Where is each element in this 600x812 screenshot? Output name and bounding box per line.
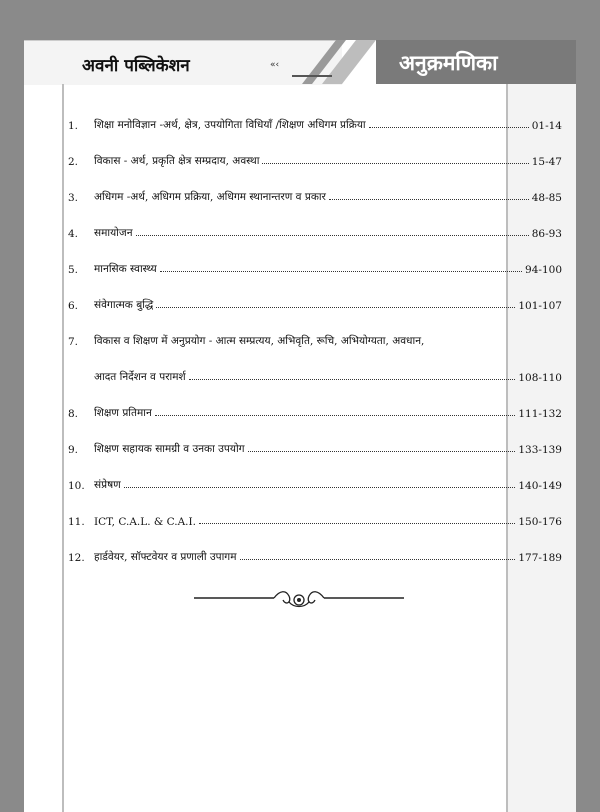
toc-entry-pages: 177-189 [518,552,562,564]
toc-entry-number: 10. [68,480,85,492]
dot-leader [248,451,516,452]
dot-leader [329,199,529,200]
toc-entry-number: 2. [68,156,79,168]
toc-entry-title: समायोजन [94,227,133,239]
toc-entry [68,112,562,132]
dot-leader [189,379,516,380]
page-title: अनुक्रमणिका [399,51,498,75]
dot-leader [156,307,515,308]
dot-leader [155,415,516,416]
dot-leader [262,163,528,164]
toc-entry-number: 5. [68,264,79,276]
book-page [24,40,576,812]
toc-entry [68,400,562,420]
publisher-name: अवनी पब्लिकेशन [82,56,190,76]
toc-entry-pages: 133-139 [518,444,562,456]
dot-leader [240,559,516,560]
dot-leader [369,127,529,128]
toc-entry-pages: 48-85 [531,192,562,204]
toc-entry [68,292,562,312]
toc-entry-title: विकास - अर्थ, प्रकृति क्षेत्र सम्प्रदाय, अवस्था [94,155,260,167]
dot-leader [160,271,522,272]
dot-leader [136,235,529,236]
toc-entry-pages: 15-47 [531,156,562,168]
toc-entry-title: मानसिक स्वास्थ्य [94,263,157,275]
dot-leader [199,523,515,524]
toc-entry-pages: 94-100 [525,264,562,276]
toc-entry [68,148,562,168]
toc-entry [68,472,562,492]
toc-entry-title: आदत निर्देशन व परामर्श [94,371,186,383]
toc-entry-number: 4. [68,228,79,240]
toc-entry-title: शिक्षा मनोविज्ञान -अर्थ, क्षेत्र, उपयोगिता विधियाँ /शिक्षण अधिगम प्रक्रिया [94,119,366,131]
toc-entry-title: अधिगम -अर्थ, अधिगम प्रक्रिया, अधिगम स्थानान्तरण व प्रकार [94,191,326,203]
toc-entry-pages: 86-93 [531,228,562,240]
chevron-mark-icon: «‹ [270,60,280,70]
toc-entry-title: विकास व शिक्षण में अनुप्रयोग - आत्म सम्प्रत्यय, अभिवृति, रूचि, अभियोग्यता, अवधान, [94,335,425,347]
toc-entry-title: संप्रेषण [94,479,121,491]
toc-entry-pages: 140-149 [518,480,562,492]
toc-entry [68,256,562,276]
toc-entry-number: 9. [68,444,79,456]
table-of-contents [24,40,576,812]
toc-entry-number: 3. [68,192,79,204]
toc-entry-pages: 111-132 [518,408,562,420]
toc-entry-title: हार्डवेयर, सॉफ्टवेयर व प्रणाली उपागम [94,551,237,563]
toc-entry-number: 11. [68,516,85,528]
toc-entry-title: संवेगात्मक बुद्धि [94,299,154,311]
toc-entry-title: शिक्षण सहायक सामग्री व उनका उपयोग [94,443,245,455]
toc-entry [68,544,562,564]
toc-entry [68,508,562,528]
toc-entry [68,436,562,456]
toc-entry [68,184,562,204]
toc-entry-pages: 101-107 [518,300,562,312]
toc-entry-pages: 108-110 [518,372,562,384]
toc-entry [68,328,562,348]
toc-entry-number: 7. [68,336,79,348]
toc-entry-pages: 150-176 [518,516,562,528]
toc-entry-number: 8. [68,408,79,420]
toc-entry-number: 6. [68,300,79,312]
toc-entry [68,364,562,384]
toc-entry-title: ICT, C.A.L. & C.A.I. [94,516,196,528]
toc-entry [68,220,562,240]
ornament-divider-icon [194,588,404,612]
dot-leader [124,487,516,488]
toc-entry-number: 12. [68,552,85,564]
toc-entry-number: 1. [68,120,79,132]
toc-entry-pages: 01-14 [531,120,562,132]
toc-entry-title: शिक्षण प्रतिमान [94,407,152,419]
